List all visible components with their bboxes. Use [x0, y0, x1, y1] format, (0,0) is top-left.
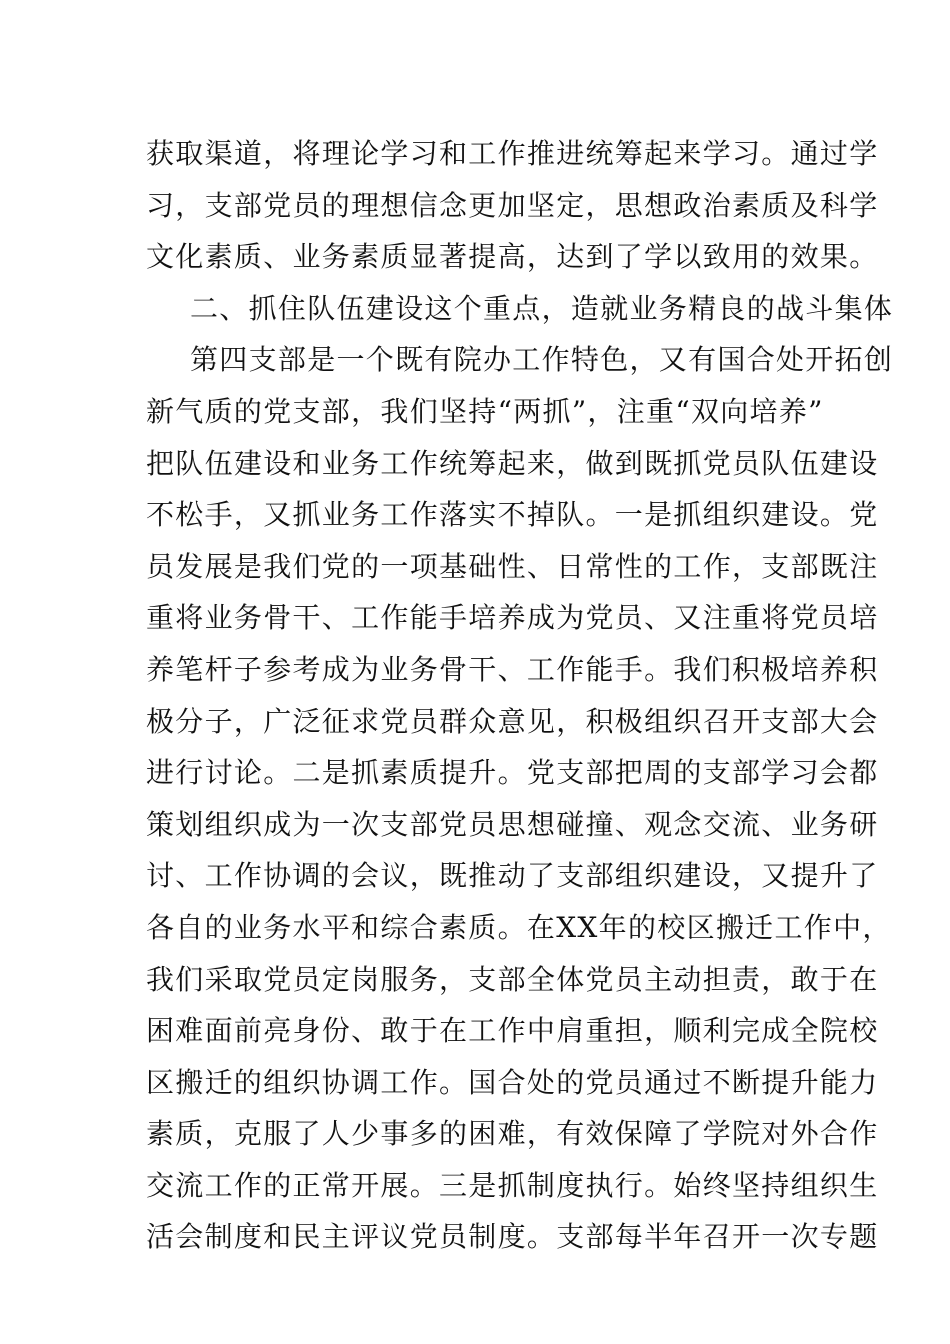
- text-line: 策划组织成为一次支部党员思想碰撞、观念交流、业务研: [146, 807, 879, 841]
- text-line: 各自的业务水平和综合素质。在XX年的校区搬迁工作中，: [146, 910, 892, 944]
- text-line: 习，支部党员的理想信念更加坚定，思想政治素质及科学: [146, 188, 879, 222]
- text-line: 第四支部是一个既有院办工作特色，又有国合处开拓创: [190, 343, 894, 377]
- text-line: 讨、工作协调的会议，既推动了支部组织建设，又提升了: [146, 859, 879, 893]
- text-line: 养笔杆子参考成为业务骨干、工作能手。我们积极培养积: [146, 652, 879, 686]
- section-heading: 二、抓住队伍建设这个重点，造就业务精良的战斗集体: [190, 291, 894, 325]
- text-line: 极分子，广泛征求党员群众意见，积极组织召开支部大会: [146, 704, 879, 738]
- text-line: 区搬迁的组织协调工作。国合处的党员通过不断提升能力: [146, 1065, 879, 1099]
- text-line: 员发展是我们党的一项基础性、日常性的工作，支部既注: [146, 549, 879, 583]
- text-line: 进行讨论。二是抓素质提升。党支部把周的支部学习会都: [146, 756, 879, 790]
- body-text: [146, 128, 894, 1263]
- text-line: 活会制度和民主评议党员制度。支部每半年召开一次专题: [146, 1220, 879, 1254]
- text-line: 交流工作的正常开展。三是抓制度执行。始终坚持组织生: [146, 1168, 879, 1202]
- text-line: 重将业务骨干、工作能手培养成为党员、又注重将党员培: [146, 601, 879, 635]
- text-line: 困难面前亮身份、敢于在工作中肩重担，顺利完成全院校: [146, 1014, 879, 1048]
- text-line: 我们采取党员定岗服务，支部全体党员主动担责，敢于在: [146, 962, 879, 996]
- text-line: 文化素质、业务素质显著提高，达到了学以致用的效果。: [146, 240, 879, 274]
- text-line: 获取渠道，将理论学习和工作推进统筹起来学习。通过学: [146, 137, 879, 170]
- text-line: 不松手，又抓业务工作落实不掉队。一是抓组织建设。党: [146, 498, 879, 532]
- text-line: 新气质的党支部，我们坚持“两抓”，注重“双向培养”: [146, 394, 824, 428]
- text-line: 把队伍建设和业务工作统筹起来，做到既抓党员队伍建设: [146, 446, 879, 480]
- text-line: 素质，克服了人少事多的困难，有效保障了学院对外合作: [146, 1117, 879, 1151]
